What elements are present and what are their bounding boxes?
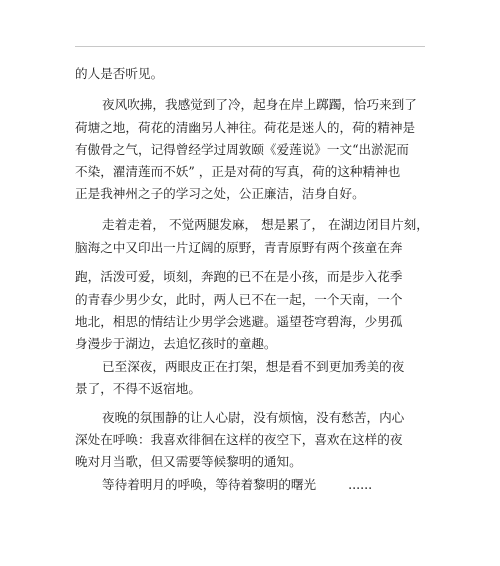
- text-line: 夜晚的氛围静的让人心尉，没有烦恼，没有愁苦，内心: [102, 410, 405, 425]
- text-line: 跑，活泼可爱，顷刻，奔跑的已不在是小孩，而是步入花季: [75, 269, 403, 284]
- text-line: 走着走着， 不觉两腿发麻， 想是累了， 在湖边闭目片刻，: [102, 217, 429, 232]
- text-line: 不染，濯清莲而不妖” ，正是对荷的写真，荷的这种精神也: [75, 164, 401, 179]
- text-line: 景了，不得不返宿地。: [75, 381, 201, 396]
- text-line: 晚对月当歌，但又需要等候黎明的通知。: [75, 454, 302, 469]
- text-line: 夜风吹拂，我感觉到了冷，起身在岸上踯躅，恰巧来到了: [102, 97, 417, 112]
- text-line: 深处在呼唤：我喜欢徘徊在这样的夜空下，喜欢在这样的夜: [75, 432, 403, 447]
- text-line: 荷塘之地，荷花的清幽另人神往。荷花是迷人的，荷的精神是: [75, 120, 416, 135]
- text-line: 正是我神州之子的学习之处，公正廉洁，洁身自好。: [75, 186, 365, 201]
- text-line: 有傲骨之气，记得曾经学过周敦颐《爱莲说》一文“出淤泥而: [75, 142, 409, 157]
- text-line: 的人是否听见。: [75, 66, 164, 81]
- header-rule: [75, 46, 425, 47]
- text-line: 地北，相思的情结让少男学会逃避。遥望苍穹碧海，少男孤: [75, 314, 403, 329]
- text-line: 脑海之中又印出一片辽阔的原野，青青原野有两个孩童在奔: [75, 240, 403, 255]
- text-line: 等待着明月的呼唤，等待着黎明的曙光 ......: [102, 477, 373, 492]
- text-line: 的青春少男少女，此时，两人已不在一起，一个天南，一个: [75, 292, 403, 307]
- text-line: 身漫步于湖边，去追忆孩时的童趣。: [75, 336, 277, 351]
- text-line: 已至深夜，两眼皮正在打架，想是看不到更加秀美的夜: [102, 359, 405, 374]
